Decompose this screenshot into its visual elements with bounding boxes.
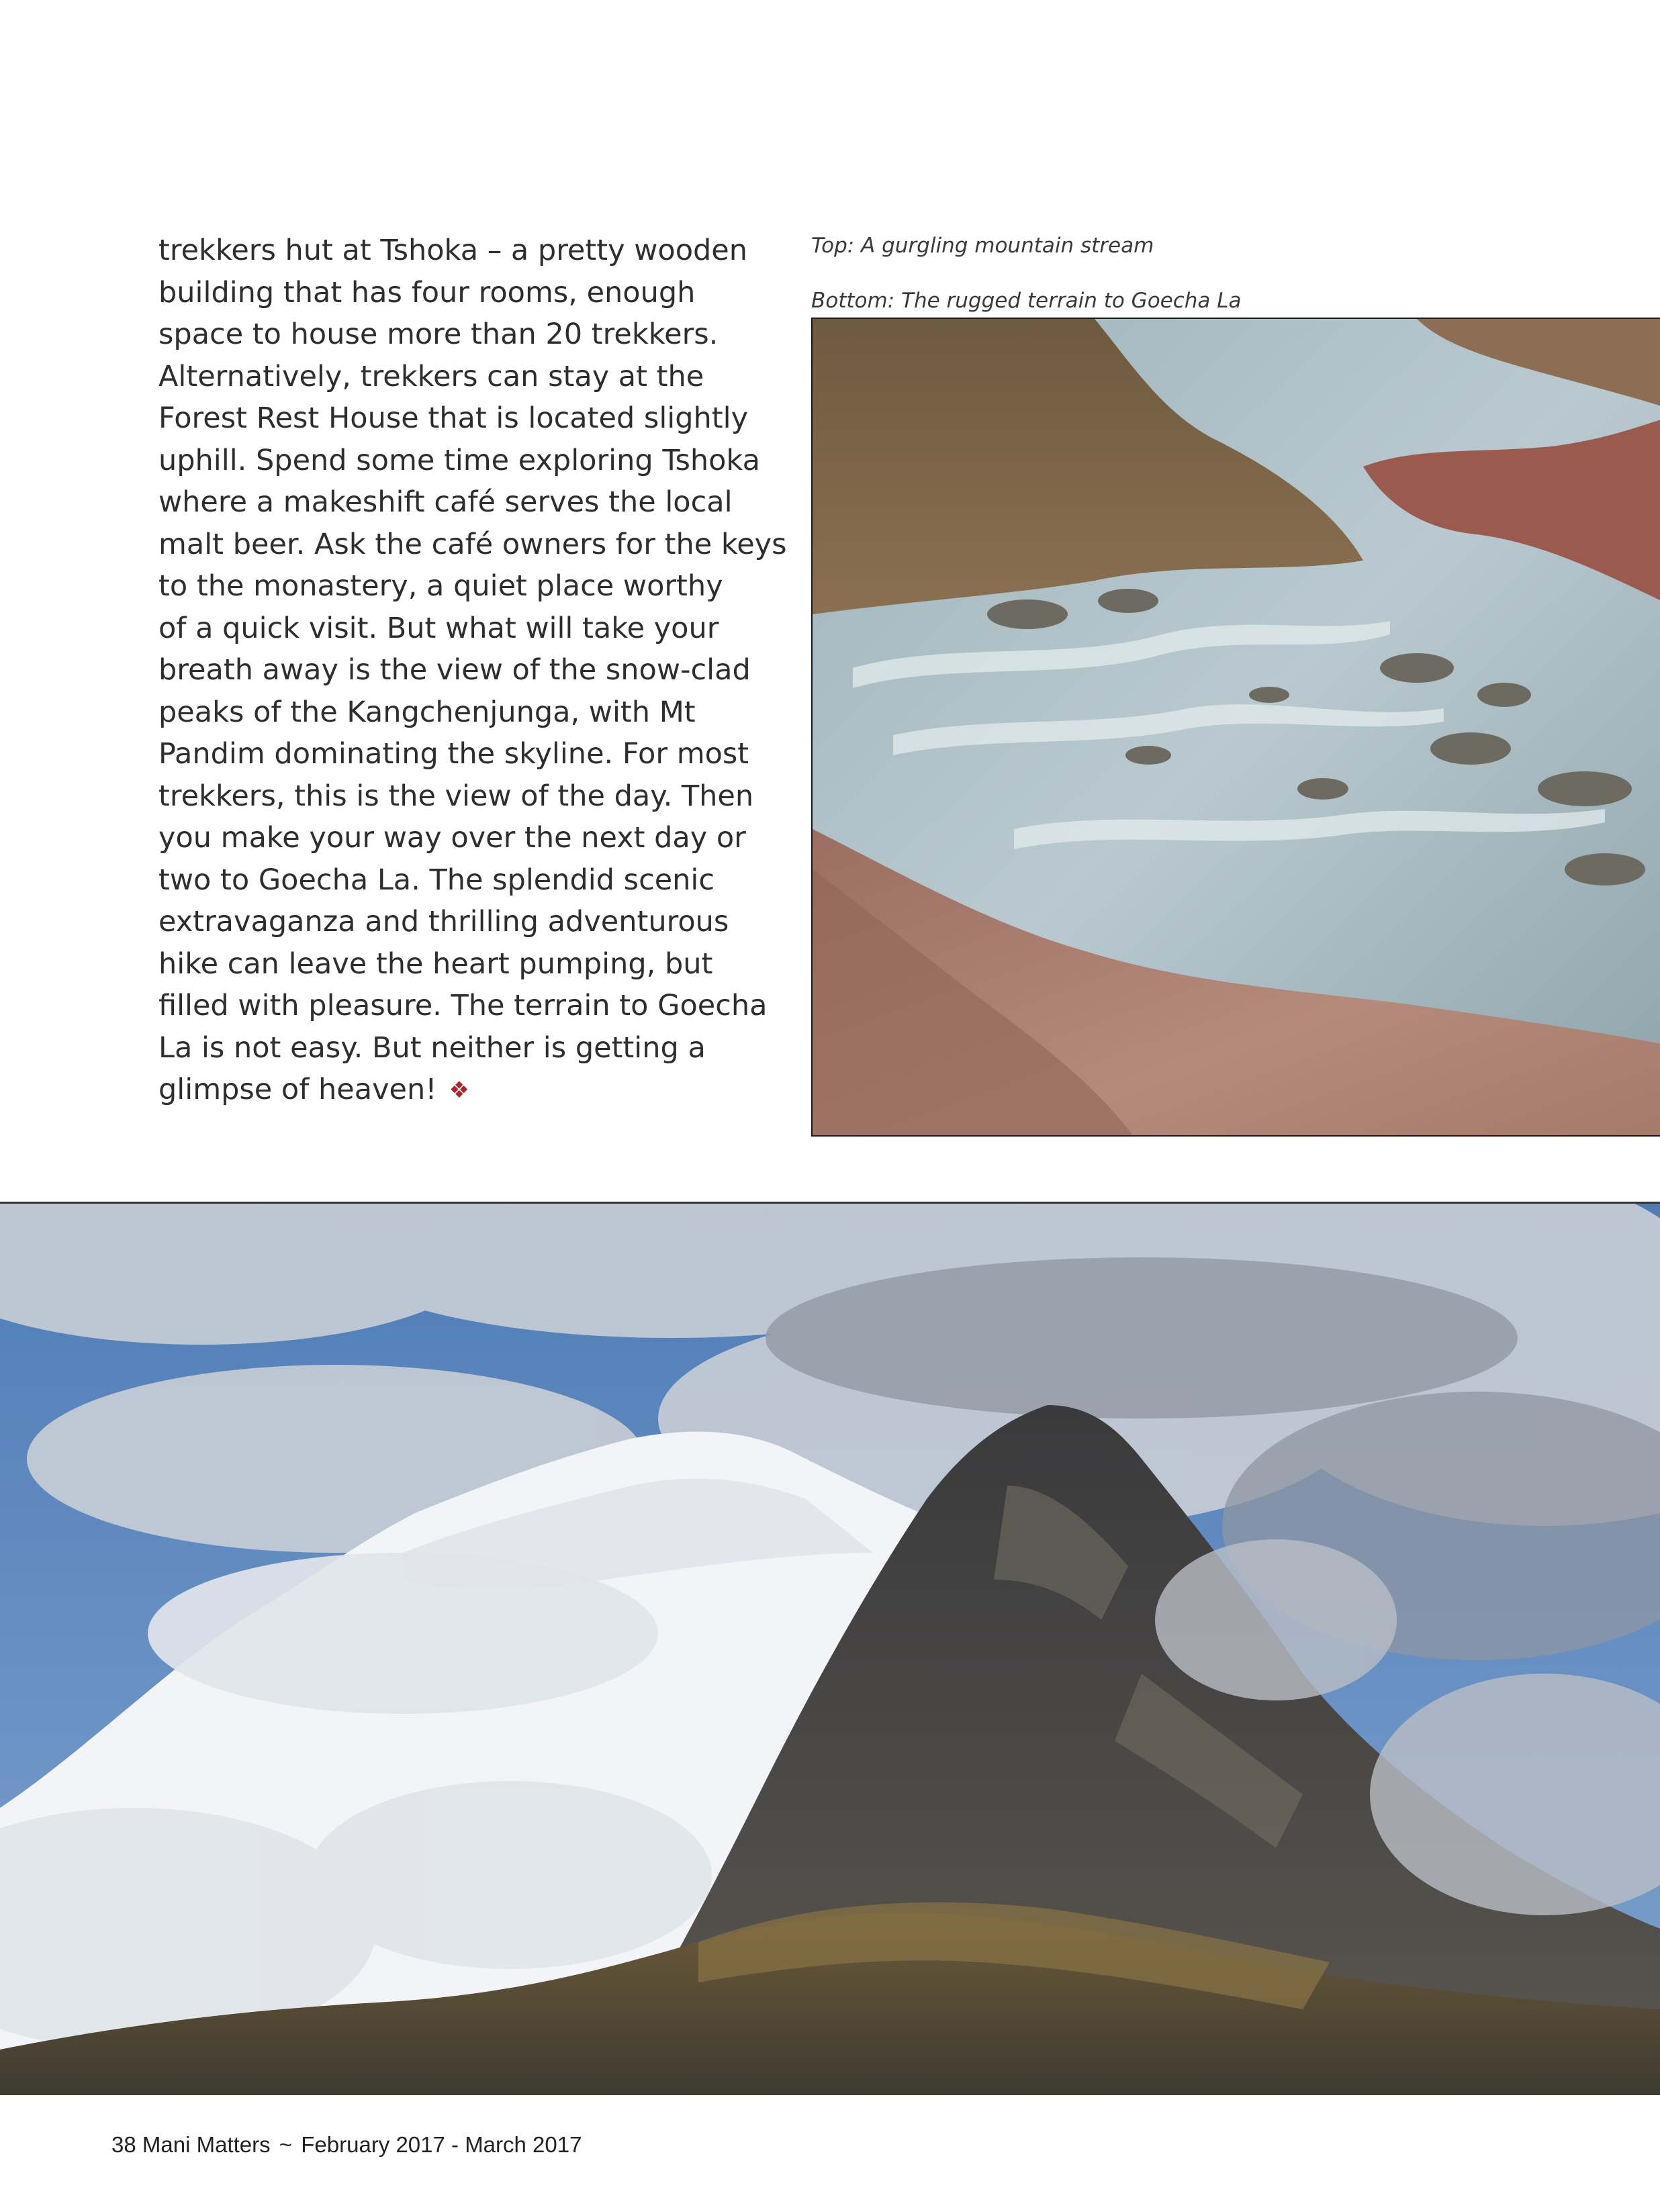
article-line: Forest Rest House that is located slightly xyxy=(158,401,749,435)
end-of-article-icon: ❖ xyxy=(449,1077,469,1104)
article-line: to the monastery, a quiet place worthy xyxy=(158,569,723,603)
page-footer xyxy=(111,2132,582,2158)
article-line: filled with pleasure. The terrain to Goecha xyxy=(158,989,768,1022)
page-number: 38 xyxy=(111,2132,136,2157)
article-line: where a makeshift café serves the local xyxy=(158,485,733,519)
article-line: uphill. Spend some time exploring Tshoka xyxy=(158,443,760,477)
issue-date: February 2017 - March 2017 xyxy=(301,2132,582,2157)
article-line: space to house more than 20 trekkers. xyxy=(158,318,719,351)
article-body xyxy=(158,230,787,1112)
article-line: La is not easy. But neither is getting a xyxy=(158,1030,706,1065)
mountain-stream-photo xyxy=(811,318,1660,1137)
article-line: hike can leave the heart pumping, but xyxy=(158,947,713,981)
mountain-stream-illustration xyxy=(813,319,1660,1137)
article-line: extravaganza and thrilling adventurous xyxy=(158,905,729,939)
article-line: building that has four rooms, enough xyxy=(158,275,696,309)
article-line: you make your way over the next day or xyxy=(158,821,746,855)
article-line: two to Goecha La. The splendid scenic xyxy=(158,863,715,897)
article-last-line xyxy=(158,1069,736,1112)
article-line: trekkers hut at Tshoka – a pretty wooden xyxy=(158,234,748,267)
footer-separator: ~ xyxy=(279,2132,293,2157)
article-line: trekkers, this is the view of the day. Then xyxy=(158,779,754,813)
article-line: malt beer. Ask the café owners for the keys xyxy=(158,527,787,561)
article-line: breath away is the view of the snow-clad xyxy=(158,653,751,687)
article-line: Pandim dominating the skyline. For most xyxy=(158,737,749,771)
goecha-la-terrain-photo xyxy=(0,1202,1660,2095)
article-line: peaks of the Kangchenjunga, with Mt xyxy=(158,695,696,729)
mountain-landscape-illustration xyxy=(0,1204,1660,2095)
caption-bottom: Bottom: The rugged terrain to Goecha La xyxy=(811,289,1242,313)
caption-top: Top: A gurgling mountain stream xyxy=(811,234,1154,258)
article-line: Alternatively, trekkers can stay at the xyxy=(158,359,704,393)
publication-name: Mani Matters xyxy=(142,2132,271,2157)
article-line: glimpse of heaven! xyxy=(158,1073,437,1106)
article-line: of a quick visit. But what will take your xyxy=(158,611,719,645)
